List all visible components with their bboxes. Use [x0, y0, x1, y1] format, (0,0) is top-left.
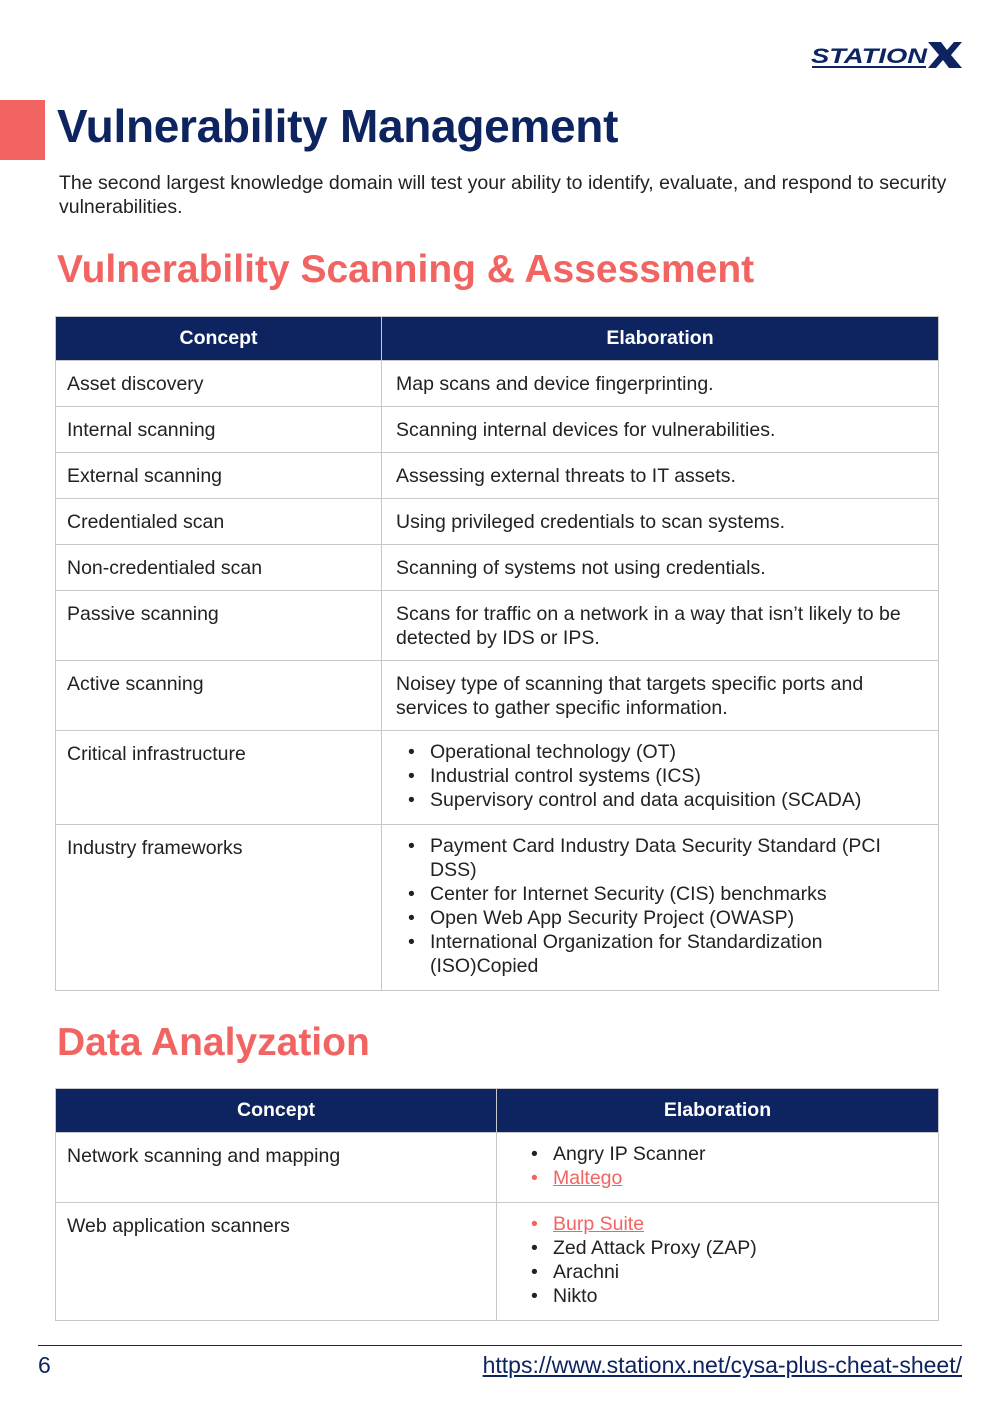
concept-cell: Internal scanning	[56, 407, 382, 453]
table-row	[56, 661, 939, 731]
elaboration-cell: Map scans and device fingerprinting.	[382, 361, 939, 407]
page-number: 6	[38, 1352, 51, 1378]
svg-text:STATION: STATION	[811, 45, 929, 68]
concept-cell: Web application scanners	[56, 1203, 497, 1321]
list-item: • Supervisory control and data acquisition (SCADA)	[396, 788, 927, 812]
section-title-data-analyzation: Data Analyzation	[57, 1021, 370, 1064]
table-row	[56, 1203, 939, 1321]
concept-cell: Passive scanning	[56, 591, 382, 661]
footer-url-link[interactable]: https://www.stationx.net/cysa-plus-cheat-sheet/	[482, 1352, 962, 1378]
list-item: • Arachni	[519, 1260, 927, 1284]
column-header-concept: Concept	[56, 317, 382, 361]
table-row	[56, 499, 939, 545]
bullet-list	[519, 1142, 927, 1190]
elaboration-cell: Noisey type of scanning that targets specific ports and services to gather specific information.	[382, 661, 939, 731]
list-item: • Industrial control systems (ICS)	[396, 764, 927, 788]
stationx-logo	[810, 40, 962, 70]
burp-suite-link[interactable]: Burp Suite	[553, 1213, 645, 1235]
concept-cell: Non-credentialed scan	[56, 545, 382, 591]
list-item	[519, 1166, 927, 1190]
footer-divider	[38, 1345, 962, 1346]
list-item: • Operational technology (OT)	[396, 740, 927, 764]
concept-cell: Industry frameworks	[56, 825, 382, 991]
concept-cell: Network scanning and mapping	[56, 1133, 497, 1203]
table-row	[56, 825, 939, 991]
table-row	[56, 453, 939, 499]
elaboration-cell: Scanning of systems not using credentials.	[382, 545, 939, 591]
list-item: • International Organization for Standardization (ISO)Copied	[396, 930, 927, 978]
elaboration-cell: Scanning internal devices for vulnerabilities.	[382, 407, 939, 453]
column-header-elaboration: Elaboration	[497, 1089, 939, 1133]
elaboration-cell	[382, 825, 939, 991]
list-item: • Zed Attack Proxy (ZAP)	[519, 1236, 927, 1260]
column-header-concept: Concept	[56, 1089, 497, 1133]
elaboration-cell	[382, 731, 939, 825]
table-row	[56, 1133, 939, 1203]
section-title-scanning: Vulnerability Scanning & Assessment	[57, 248, 755, 291]
concept-cell: Critical infrastructure	[56, 731, 382, 825]
scanning-table	[55, 316, 939, 991]
page-title: Vulnerability Management	[57, 100, 619, 152]
column-header-elaboration: Elaboration	[382, 317, 939, 361]
data-analyzation-table	[55, 1088, 939, 1321]
bullet-list	[396, 740, 927, 812]
bullet-list	[396, 834, 927, 978]
elaboration-cell: Scans for traffic on a network in a way that isn’t likely to be detected by IDS or IPS.	[382, 591, 939, 661]
title-accent-bar	[0, 100, 45, 160]
bullet-list	[519, 1212, 927, 1308]
concept-cell: Active scanning	[56, 661, 382, 731]
list-item: • Nikto	[519, 1284, 927, 1308]
table-header-row	[56, 317, 939, 361]
elaboration-cell	[497, 1203, 939, 1321]
stationx-logo-mark	[810, 40, 962, 70]
table-header-row	[56, 1089, 939, 1133]
list-item	[519, 1212, 927, 1236]
table-row	[56, 361, 939, 407]
list-item: • Payment Card Industry Data Security Standard (PCI DSS)	[396, 834, 927, 882]
table-row	[56, 545, 939, 591]
table-row	[56, 731, 939, 825]
list-item: • Open Web App Security Project (OWASP)	[396, 906, 927, 930]
concept-cell: External scanning	[56, 453, 382, 499]
elaboration-cell	[497, 1133, 939, 1203]
elaboration-cell: Assessing external threats to IT assets.	[382, 453, 939, 499]
maltego-link[interactable]: Maltego	[553, 1167, 623, 1189]
list-item: • Angry IP Scanner	[519, 1142, 927, 1166]
list-item: • Center for Internet Security (CIS) benchmarks	[396, 882, 927, 906]
elaboration-cell: Using privileged credentials to scan systems.	[382, 499, 939, 545]
intro-paragraph: The second largest knowledge domain will test your ability to identify, evaluate, and respond to security vulnerabilities.	[59, 172, 947, 218]
concept-cell: Asset discovery	[56, 361, 382, 407]
concept-cell: Credentialed scan	[56, 499, 382, 545]
table-row	[56, 407, 939, 453]
table-row	[56, 591, 939, 661]
